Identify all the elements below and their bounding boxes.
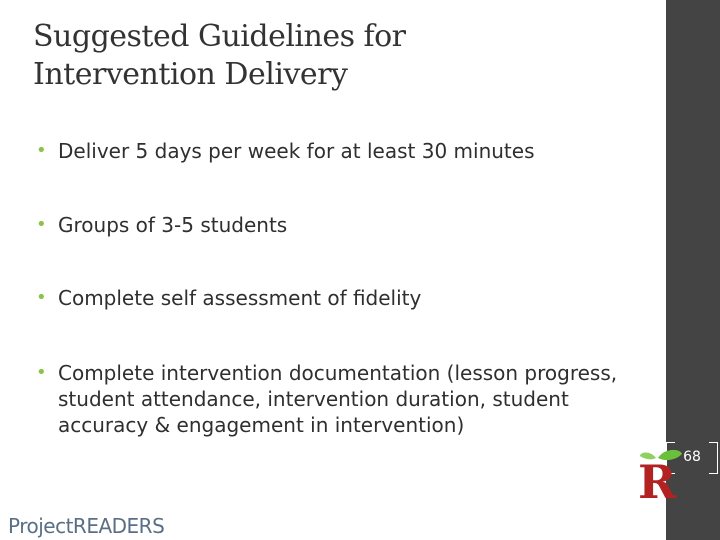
slide-number-text: 68 — [683, 449, 701, 465]
r-logo-icon — [636, 448, 686, 500]
project-readers-logo: ProjectREADERS — [8, 514, 165, 538]
bullet-dot-icon: • — [36, 214, 47, 235]
title-line-2: Intervention Delivery — [33, 57, 348, 92]
bullet-item — [36, 212, 287, 238]
bullet-text: Complete self assessment of fidelity — [58, 286, 422, 310]
r-logo-letter: R — [638, 455, 677, 500]
bullet-item — [36, 138, 534, 164]
bullet-text: Deliver 5 days per week for at least 30 minutes — [58, 139, 535, 163]
bullet-item — [36, 285, 421, 311]
bullet-dot-icon: • — [36, 362, 47, 383]
slide-title — [33, 18, 633, 94]
bullet-dot-icon: • — [36, 287, 47, 308]
bullet-text: Groups of 3-5 students — [58, 213, 288, 237]
bullet-item — [36, 360, 618, 438]
bullet-dot-icon: • — [36, 140, 47, 161]
bullet-text: Complete intervention documentation (lesson progress, student attendance, intervention duration, student accuracy & engagement in intervention) — [58, 361, 618, 437]
title-line-1: Suggested Guidelines for — [33, 19, 406, 54]
